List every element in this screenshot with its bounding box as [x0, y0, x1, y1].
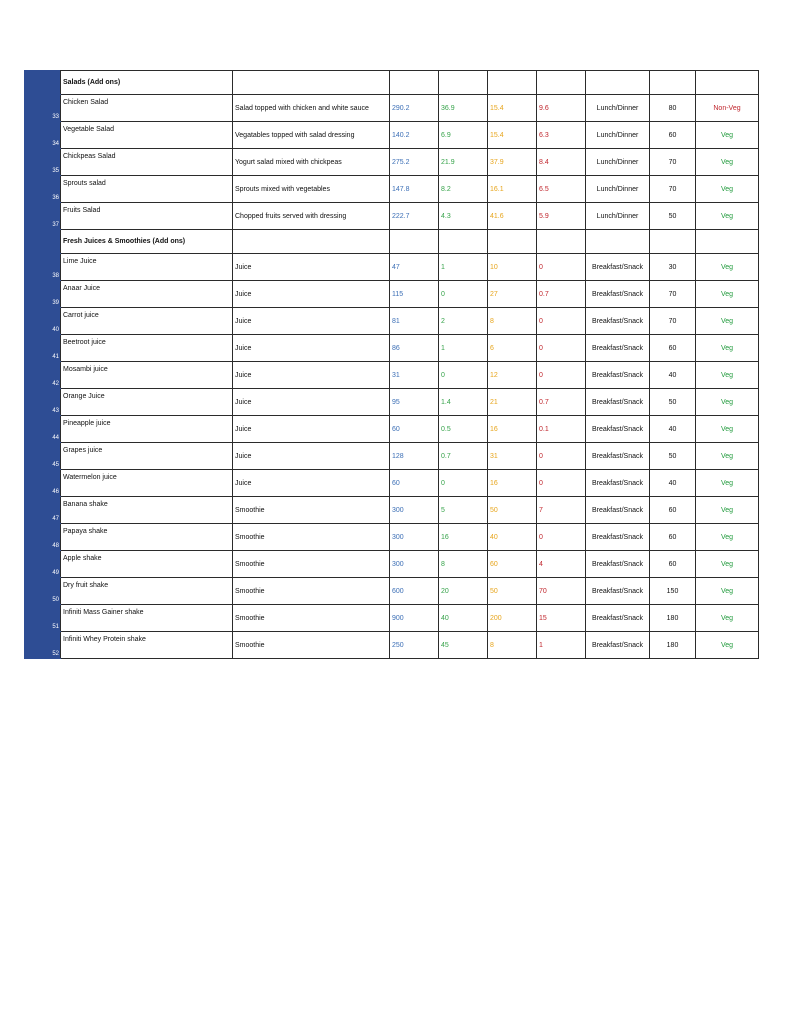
item-description: Salad topped with chicken and white sauce: [233, 95, 390, 122]
meal-time: Lunch/Dinner: [586, 95, 650, 122]
item-name: Pineapple juice: [61, 416, 233, 443]
protein-value: 0.7: [439, 443, 488, 470]
meal-time: Breakfast/Snack: [586, 605, 650, 632]
price-value: 30: [650, 254, 696, 281]
fat-value: 5.9: [537, 203, 586, 230]
carbs-value: 6: [488, 335, 537, 362]
carbs-value: 50: [488, 497, 537, 524]
price-value: 40: [650, 416, 696, 443]
item-description: Juice: [233, 416, 390, 443]
protein-value: 2: [439, 308, 488, 335]
protein-value: 0: [439, 362, 488, 389]
price-value: 70: [650, 308, 696, 335]
table-row: [25, 578, 759, 605]
table-row: [25, 470, 759, 497]
empty-cell: [650, 230, 696, 254]
protein-value: 36.9: [439, 95, 488, 122]
row-number: 39: [25, 281, 61, 308]
protein-value: 21.9: [439, 149, 488, 176]
empty-cell: [233, 230, 390, 254]
row-number: 52: [25, 632, 61, 659]
item-name: Carrot juice: [61, 308, 233, 335]
price-value: 60: [650, 524, 696, 551]
meal-time: Breakfast/Snack: [586, 389, 650, 416]
table-row: [25, 149, 759, 176]
empty-cell: [390, 230, 439, 254]
item-name: Infiniti Whey Protein shake: [61, 632, 233, 659]
fat-value: 0: [537, 254, 586, 281]
carbs-value: 15.4: [488, 95, 537, 122]
diet-type-badge: Veg: [696, 497, 759, 524]
carbs-value: 37.9: [488, 149, 537, 176]
meal-time: Breakfast/Snack: [586, 551, 650, 578]
protein-value: 5: [439, 497, 488, 524]
item-name: Mosambi juice: [61, 362, 233, 389]
carbs-value: 31: [488, 443, 537, 470]
item-description: Juice: [233, 443, 390, 470]
item-name: Dry fruit shake: [61, 578, 233, 605]
fat-value: 8.4: [537, 149, 586, 176]
carbs-value: 200: [488, 605, 537, 632]
diet-type-badge: Veg: [696, 578, 759, 605]
fat-value: 0: [537, 443, 586, 470]
meal-time: Breakfast/Snack: [586, 335, 650, 362]
protein-value: 0: [439, 281, 488, 308]
empty-cell: [650, 71, 696, 95]
carbs-value: 12: [488, 362, 537, 389]
meal-time: Breakfast/Snack: [586, 254, 650, 281]
table-row: [25, 254, 759, 281]
row-number: 49: [25, 551, 61, 578]
table-row: [25, 389, 759, 416]
item-description: Smoothie: [233, 578, 390, 605]
protein-value: 6.9: [439, 122, 488, 149]
item-name: Vegetable Salad: [61, 122, 233, 149]
section-title: Fresh Juices & Smoothies (Add ons): [61, 230, 233, 254]
item-name: Beetroot juice: [61, 335, 233, 362]
table-row: [25, 632, 759, 659]
calories-value: 140.2: [390, 122, 439, 149]
item-description: Juice: [233, 335, 390, 362]
protein-value: 1: [439, 335, 488, 362]
empty-cell: [537, 230, 586, 254]
item-description: Smoothie: [233, 605, 390, 632]
price-value: 40: [650, 362, 696, 389]
row-number: 41: [25, 335, 61, 362]
diet-type-badge: Veg: [696, 470, 759, 497]
row-number: 36: [25, 176, 61, 203]
item-description: Smoothie: [233, 551, 390, 578]
calories-value: 86: [390, 335, 439, 362]
diet-type-badge: Veg: [696, 443, 759, 470]
item-name: Orange Juice: [61, 389, 233, 416]
protein-value: 4.3: [439, 203, 488, 230]
empty-cell: [696, 230, 759, 254]
fat-value: 15: [537, 605, 586, 632]
calories-value: 60: [390, 470, 439, 497]
item-description: Juice: [233, 470, 390, 497]
diet-type-badge: Veg: [696, 416, 759, 443]
calories-value: 47: [390, 254, 439, 281]
row-number: 46: [25, 470, 61, 497]
fat-value: 6.3: [537, 122, 586, 149]
item-description: Yogurt salad mixed with chickpeas: [233, 149, 390, 176]
table-row: [25, 95, 759, 122]
meal-time: Lunch/Dinner: [586, 122, 650, 149]
row-number: 35: [25, 149, 61, 176]
fat-value: 1: [537, 632, 586, 659]
carbs-value: 40: [488, 524, 537, 551]
item-description: Juice: [233, 254, 390, 281]
item-name: Grapes juice: [61, 443, 233, 470]
item-description: Juice: [233, 308, 390, 335]
table-row: [25, 203, 759, 230]
table-row: [25, 281, 759, 308]
diet-type-badge: Veg: [696, 335, 759, 362]
meal-time: Lunch/Dinner: [586, 149, 650, 176]
row-number: 50: [25, 578, 61, 605]
meal-time: Breakfast/Snack: [586, 281, 650, 308]
row-number: 40: [25, 308, 61, 335]
item-name: Sprouts salad: [61, 176, 233, 203]
meal-time: Breakfast/Snack: [586, 362, 650, 389]
item-name: Chickpeas Salad: [61, 149, 233, 176]
price-value: 60: [650, 497, 696, 524]
price-value: 50: [650, 443, 696, 470]
meal-time: Breakfast/Snack: [586, 578, 650, 605]
protein-value: 8: [439, 551, 488, 578]
meal-time: Breakfast/Snack: [586, 416, 650, 443]
protein-value: 16: [439, 524, 488, 551]
fat-value: 0.7: [537, 389, 586, 416]
protein-value: 20: [439, 578, 488, 605]
price-value: 80: [650, 95, 696, 122]
row-number: 43: [25, 389, 61, 416]
calories-value: 128: [390, 443, 439, 470]
diet-type-badge: Veg: [696, 389, 759, 416]
calories-value: 31: [390, 362, 439, 389]
fat-value: 6.5: [537, 176, 586, 203]
row-number: 38: [25, 254, 61, 281]
empty-cell: [488, 71, 537, 95]
item-name: Fruits Salad: [61, 203, 233, 230]
empty-cell: [488, 230, 537, 254]
item-description: Sprouts mixed with vegetables: [233, 176, 390, 203]
row-number: 44: [25, 416, 61, 443]
empty-cell: [586, 71, 650, 95]
diet-type-badge: Veg: [696, 524, 759, 551]
diet-type-badge: Veg: [696, 254, 759, 281]
meal-time: Breakfast/Snack: [586, 308, 650, 335]
calories-value: 275.2: [390, 149, 439, 176]
diet-type-badge: Veg: [696, 176, 759, 203]
item-description: Smoothie: [233, 632, 390, 659]
carbs-value: 16: [488, 470, 537, 497]
calories-value: 147.8: [390, 176, 439, 203]
price-value: 180: [650, 605, 696, 632]
empty-cell: [439, 230, 488, 254]
price-value: 70: [650, 149, 696, 176]
carbs-value: 8: [488, 632, 537, 659]
calories-value: 300: [390, 497, 439, 524]
row-number: 42: [25, 362, 61, 389]
menu-table: [24, 70, 759, 659]
section-header-row: [25, 230, 759, 254]
row-number: 33: [25, 95, 61, 122]
diet-type-badge: Veg: [696, 605, 759, 632]
calories-value: 250: [390, 632, 439, 659]
carbs-value: 16.1: [488, 176, 537, 203]
table-row: [25, 416, 759, 443]
item-description: Juice: [233, 362, 390, 389]
fat-value: 0: [537, 308, 586, 335]
empty-cell: [390, 71, 439, 95]
calories-value: 95: [390, 389, 439, 416]
diet-type-badge: Veg: [696, 362, 759, 389]
carbs-value: 16: [488, 416, 537, 443]
item-name: Lime Juice: [61, 254, 233, 281]
item-description: Juice: [233, 389, 390, 416]
protein-value: 8.2: [439, 176, 488, 203]
calories-value: 600: [390, 578, 439, 605]
price-value: 50: [650, 389, 696, 416]
carbs-value: 60: [488, 551, 537, 578]
table-row: [25, 551, 759, 578]
price-value: 60: [650, 335, 696, 362]
carbs-value: 50: [488, 578, 537, 605]
section-header-row: [25, 71, 759, 95]
meal-time: Lunch/Dinner: [586, 203, 650, 230]
empty-cell: [233, 71, 390, 95]
table-row: [25, 605, 759, 632]
item-name: Infiniti Mass Gainer shake: [61, 605, 233, 632]
table-row: [25, 443, 759, 470]
diet-type-badge: Veg: [696, 281, 759, 308]
fat-value: 0.7: [537, 281, 586, 308]
fat-value: 70: [537, 578, 586, 605]
item-description: Smoothie: [233, 524, 390, 551]
carbs-value: 8: [488, 308, 537, 335]
meal-time: Breakfast/Snack: [586, 524, 650, 551]
calories-value: 300: [390, 524, 439, 551]
item-name: Papaya shake: [61, 524, 233, 551]
meal-time: Breakfast/Snack: [586, 443, 650, 470]
fat-value: 0: [537, 362, 586, 389]
calories-value: 81: [390, 308, 439, 335]
table-row: [25, 176, 759, 203]
diet-type-badge: Non-Veg: [696, 95, 759, 122]
carbs-value: 27: [488, 281, 537, 308]
diet-type-badge: Veg: [696, 203, 759, 230]
item-description: Juice: [233, 281, 390, 308]
fat-value: 9.6: [537, 95, 586, 122]
calories-value: 222.7: [390, 203, 439, 230]
item-name: Anaar Juice: [61, 281, 233, 308]
fat-value: 0: [537, 524, 586, 551]
fat-value: 0: [537, 335, 586, 362]
fat-value: 0: [537, 470, 586, 497]
empty-cell: [439, 71, 488, 95]
row-number: 34: [25, 122, 61, 149]
price-value: 70: [650, 176, 696, 203]
protein-value: 0.5: [439, 416, 488, 443]
price-value: 150: [650, 578, 696, 605]
diet-type-badge: Veg: [696, 122, 759, 149]
protein-value: 1: [439, 254, 488, 281]
item-name: Banana shake: [61, 497, 233, 524]
row-number: 51: [25, 605, 61, 632]
item-name: Watermelon juice: [61, 470, 233, 497]
price-value: 180: [650, 632, 696, 659]
diet-type-badge: Veg: [696, 308, 759, 335]
fat-value: 7: [537, 497, 586, 524]
table-row: [25, 497, 759, 524]
price-value: 40: [650, 470, 696, 497]
item-name: Apple shake: [61, 551, 233, 578]
price-value: 60: [650, 122, 696, 149]
diet-type-badge: Veg: [696, 149, 759, 176]
carbs-value: 10: [488, 254, 537, 281]
protein-value: 1.4: [439, 389, 488, 416]
table-row: [25, 524, 759, 551]
row-number: 48: [25, 524, 61, 551]
price-value: 50: [650, 203, 696, 230]
empty-cell: [586, 230, 650, 254]
item-description: Smoothie: [233, 497, 390, 524]
fat-value: 0.1: [537, 416, 586, 443]
calories-value: 115: [390, 281, 439, 308]
empty-cell: [537, 71, 586, 95]
section-title: Salads (Add ons): [61, 71, 233, 95]
carbs-value: 21: [488, 389, 537, 416]
table-row: [25, 308, 759, 335]
diet-type-badge: Veg: [696, 632, 759, 659]
row-number-cell: [25, 230, 61, 254]
price-value: 60: [650, 551, 696, 578]
carbs-value: 41.6: [488, 203, 537, 230]
row-number: 37: [25, 203, 61, 230]
calories-value: 300: [390, 551, 439, 578]
meal-time: Breakfast/Snack: [586, 632, 650, 659]
table-row: [25, 362, 759, 389]
calories-value: 60: [390, 416, 439, 443]
row-number: 47: [25, 497, 61, 524]
row-number-cell: [25, 71, 61, 95]
protein-value: 40: [439, 605, 488, 632]
item-description: Chopped fruits served with dressing: [233, 203, 390, 230]
protein-value: 45: [439, 632, 488, 659]
diet-type-badge: Veg: [696, 551, 759, 578]
price-value: 70: [650, 281, 696, 308]
calories-value: 900: [390, 605, 439, 632]
empty-cell: [696, 71, 759, 95]
calories-value: 290.2: [390, 95, 439, 122]
item-description: Vegatables topped with salad dressing: [233, 122, 390, 149]
protein-value: 0: [439, 470, 488, 497]
fat-value: 4: [537, 551, 586, 578]
carbs-value: 15.4: [488, 122, 537, 149]
meal-time: Breakfast/Snack: [586, 497, 650, 524]
table-row: [25, 335, 759, 362]
item-name: Chicken Salad: [61, 95, 233, 122]
meal-time: Lunch/Dinner: [586, 176, 650, 203]
row-number: 45: [25, 443, 61, 470]
meal-time: Breakfast/Snack: [586, 470, 650, 497]
table-row: [25, 122, 759, 149]
